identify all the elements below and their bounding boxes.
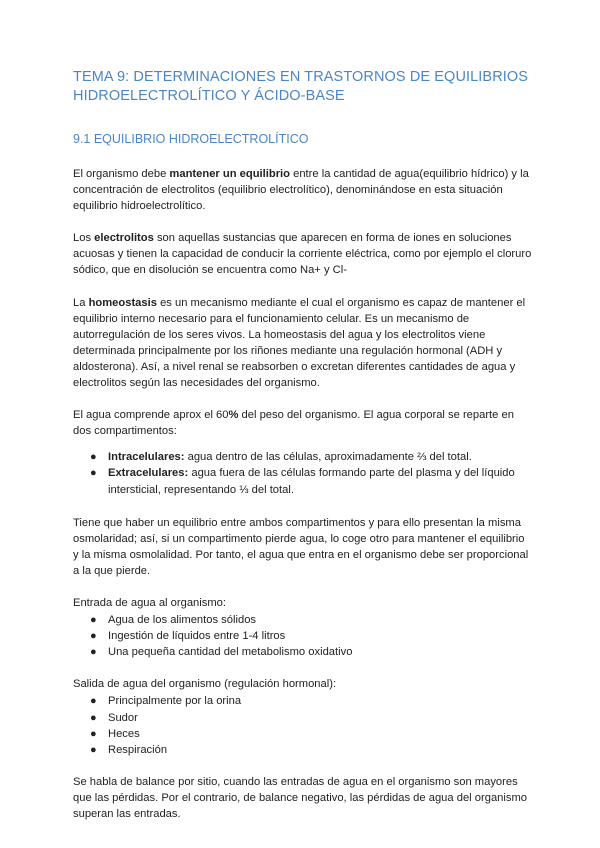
paragraph-agua-corporal: El agua comprende aprox el 60% del peso del organismo. El agua corporal se reparte en dos compartimentos: (73, 409, 514, 438)
paragraph-equilibrio: El organismo debe mantener un equilibrio entre la cantidad de agua(equilibrio hídrico) y la concentración de electrolitos (equilibrio electrolítico), denominándose en esta situación equilibrio hidroelectrolítico. (73, 168, 529, 213)
output-list (73, 693, 533, 757)
paragraph-homeostasis: La homeostasis es un mecanismo mediante el cual el organismo es capaz de mantener el equilibrio interno necesario para el funcionamiento celular. Es un mecanismo de autorregulación de los seres vivos. La homeostasis del agua y los electrolitos viene determinada principalmente por los riñones mediante una regulación hormonal (ADH y aldosterona). Así, a nivel renal se reabsorben o excretan diferentes cantidades de agua y electrolitos según las necesidades del organismo. (73, 296, 526, 390)
list-item: ● Una pequeña cantidad del metabolismo oxidativo (73, 644, 533, 660)
document-title: TEMA 9: DETERMINACIONES EN TRASTORNOS DE EQUILIBRIOS HIDROELECTROLÍTICO Y ÁCIDO-BASE (73, 69, 529, 104)
compartments-list (73, 449, 533, 497)
list-item: ● Heces (73, 726, 533, 742)
bullet-icon: ● (90, 646, 97, 659)
list-item: ● Sudor (73, 710, 533, 726)
paragraph-electrolitos: Los electrolitos son aquellas sustancias que aparecen en forma de iones en soluciones acuosas y tienen la capacidad de conducir la corriente eléctrica, como por ejemplo el cloruro sódico, que en disolución se encuentra como Na+ y Cl- (73, 232, 532, 277)
bullet-icon: ● (90, 467, 97, 480)
bullet-icon: ● (90, 711, 97, 724)
bullet-icon: ● (90, 695, 97, 708)
section-title: 9.1 EQUILIBRIO HIDROELECTROLÍTICO (73, 132, 309, 146)
output-lead: Salida de agua del organismo (regulación hormonal): (73, 678, 337, 691)
bullet-icon: ● (90, 743, 97, 756)
intake-lead: Entrada de agua al organismo: (73, 596, 226, 609)
bullet-icon: ● (90, 727, 97, 740)
bullet-icon: ● (90, 451, 97, 464)
bullet-icon: ● (90, 614, 97, 627)
paragraph-balance: Se habla de balance por sitio, cuando las entradas de agua en el organismo son mayores que las pérdidas. Por el contrario, de balance negativo, las pérdidas de agua del organismo superan las entradas. (73, 775, 528, 820)
list-item: ● Intracelulares: agua dentro de las células, aproximadamente ⅔ del total. (73, 449, 533, 465)
list-item: ● Principalmente por la orina (73, 693, 533, 709)
paragraph-osmolaridad: Tiene que haber un equilibrio entre ambos compartimentos y para ello presentan la misma osmolaridad; así, si un compartimento pierde agua, lo coge otro para mantener el equilibrio y la misma osmolalidad. Por tanto, el agua que entra en el organismo debe ser proporcional a la que pierde. (73, 516, 529, 577)
list-item: ● Ingestión de líquidos entre 1-4 litros (73, 628, 533, 644)
bullet-icon: ● (90, 630, 97, 643)
list-item: ● Extracelulares: agua fuera de las células formando parte del plasma y del líquido intersticial, representando ⅓ del total. (90, 467, 515, 496)
document-page (73, 68, 533, 838)
list-item: ● Respiración (73, 742, 533, 758)
list-item: ● Agua de los alimentos sólidos (73, 612, 533, 628)
intake-list (73, 612, 533, 660)
